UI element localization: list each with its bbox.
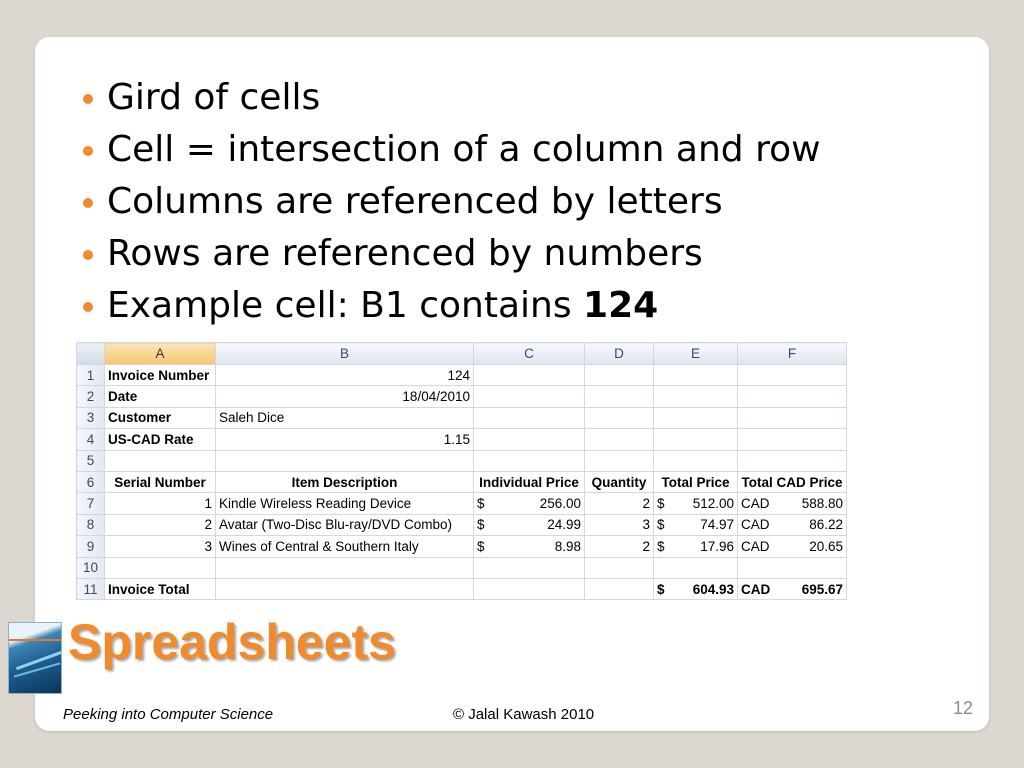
cell-value: 8.98 [554, 538, 581, 554]
bullet-item [70, 228, 821, 280]
cell: Invoice Total [105, 578, 216, 599]
cell [474, 429, 585, 450]
currency-symbol: $ [477, 517, 485, 533]
bullet-text: Cell = intersection of a column and row [107, 129, 821, 170]
cell: 3 [585, 514, 654, 535]
cell: 18/04/2010 [216, 386, 474, 407]
slide-title: Spreadsheets [68, 614, 396, 670]
cell: Item Description [216, 471, 474, 492]
column-header: E [654, 343, 738, 365]
cell [738, 536, 847, 557]
table-row [77, 450, 847, 471]
cell [216, 557, 474, 578]
cell [216, 450, 474, 471]
bullet-dot-icon [83, 250, 93, 260]
bullet-item [70, 124, 821, 176]
currency-symbol: $ [477, 496, 485, 512]
cell [474, 578, 585, 599]
row-header: 3 [77, 407, 105, 428]
table-row [77, 365, 847, 386]
cell-value: 20.65 [809, 538, 843, 554]
bullet-text: Rows are referenced by numbers [107, 233, 703, 274]
cell: Individual Price [474, 471, 585, 492]
table-row [77, 386, 847, 407]
currency-symbol: CAD [741, 496, 770, 512]
currency-symbol: CAD [741, 581, 771, 597]
table-row [77, 429, 847, 450]
cell: 1.15 [216, 429, 474, 450]
row-header: 11 [77, 578, 105, 599]
cell: 2 [105, 514, 216, 535]
column-header: B [216, 343, 474, 365]
cell [738, 578, 847, 599]
cell [738, 450, 847, 471]
table-row [77, 514, 847, 535]
cell-value: 512.00 [692, 496, 734, 512]
cell [474, 407, 585, 428]
row-header: 4 [77, 429, 105, 450]
cell [654, 407, 738, 428]
cell-value: 588.80 [801, 496, 843, 512]
bullet-item [70, 176, 821, 228]
cell-value: 17.96 [700, 538, 734, 554]
cell [654, 557, 738, 578]
cell [654, 514, 738, 535]
bullet-dot-icon [83, 146, 93, 156]
cell: Saleh Dice [216, 407, 474, 428]
cell: 3 [105, 536, 216, 557]
cell [585, 429, 654, 450]
row-header: 5 [77, 450, 105, 471]
cell [474, 386, 585, 407]
book-cover-thumbnail [8, 622, 62, 694]
cell-value: 695.67 [801, 581, 843, 597]
cell: US-CAD Rate [105, 429, 216, 450]
select-all-corner [77, 343, 105, 365]
cell: 1 [105, 493, 216, 514]
bullet-dot-icon [83, 94, 93, 104]
cell [585, 365, 654, 386]
cell: 2 [585, 493, 654, 514]
row-header: 8 [77, 514, 105, 535]
cell-value: 256.00 [539, 496, 581, 512]
cell [216, 578, 474, 599]
table-row [77, 471, 847, 492]
bullet-text: Columns are referenced by letters [107, 181, 723, 222]
cell [738, 429, 847, 450]
currency-symbol: $ [657, 538, 665, 554]
footer-course-name: Peeking into Computer Science [63, 706, 274, 723]
cell [585, 386, 654, 407]
cell: Serial Number [105, 471, 216, 492]
column-header: F [738, 343, 847, 365]
cell [654, 578, 738, 599]
cell-value: 24.99 [547, 517, 581, 533]
cell [654, 493, 738, 514]
currency-symbol: CAD [741, 538, 770, 554]
cell [654, 450, 738, 471]
column-header: C [474, 343, 585, 365]
table-row [77, 578, 847, 599]
row-header: 2 [77, 386, 105, 407]
cell [738, 407, 847, 428]
currency-symbol: $ [657, 581, 665, 597]
cell [654, 365, 738, 386]
currency-symbol: CAD [741, 517, 770, 533]
cell: Total CAD Price [738, 471, 847, 492]
cell [474, 514, 585, 535]
cell [105, 557, 216, 578]
currency-symbol: $ [657, 496, 665, 512]
cell [474, 450, 585, 471]
column-header: A [105, 343, 216, 365]
cell [105, 450, 216, 471]
cell [738, 493, 847, 514]
bullet-text: Example cell: B1 contains [107, 285, 584, 326]
table-row [77, 536, 847, 557]
cell: Date [105, 386, 216, 407]
column-header: D [585, 343, 654, 365]
bullet-item [70, 280, 821, 332]
cell [474, 365, 585, 386]
cell: Kindle Wireless Reading Device [216, 493, 474, 514]
currency-symbol: $ [477, 538, 485, 554]
cell [585, 407, 654, 428]
cell-value: 86.22 [809, 517, 843, 533]
cell [474, 557, 585, 578]
cell-value: 74.97 [700, 517, 734, 533]
table-row [77, 557, 847, 578]
cell-value: 604.93 [692, 581, 734, 597]
cell: Wines of Central & Southern Italy [216, 536, 474, 557]
cell [738, 514, 847, 535]
footer-copyright: © Jalal Kawash 2010 [453, 706, 595, 723]
cell: Total Price [654, 471, 738, 492]
cell: Quantity [585, 471, 654, 492]
column-header-row [77, 343, 847, 365]
row-header: 10 [77, 557, 105, 578]
bullet-dot-icon [83, 302, 93, 312]
cell [654, 429, 738, 450]
row-header: 6 [77, 471, 105, 492]
spreadsheet-image [76, 342, 847, 600]
cell [585, 557, 654, 578]
cover-band [9, 639, 61, 641]
cell: 124 [216, 365, 474, 386]
bullet-item [70, 72, 821, 124]
cell [738, 557, 847, 578]
cell: 2 [585, 536, 654, 557]
bullet-list [70, 72, 821, 332]
bullet-bold-value: 124 [583, 285, 659, 326]
slide-number: 12 [953, 698, 974, 718]
row-header: 7 [77, 493, 105, 514]
cell [654, 386, 738, 407]
table-row [77, 493, 847, 514]
cell [738, 386, 847, 407]
cell [474, 536, 585, 557]
row-header: 9 [77, 536, 105, 557]
cell: Customer [105, 407, 216, 428]
cell [474, 493, 585, 514]
row-header: 1 [77, 365, 105, 386]
cell: Avatar (Two-Disc Blu-ray/DVD Combo) [216, 514, 474, 535]
cell: Invoice Number [105, 365, 216, 386]
cell [585, 450, 654, 471]
bullet-text: Gird of cells [107, 77, 321, 118]
cell [654, 536, 738, 557]
cell [585, 578, 654, 599]
bullet-dot-icon [83, 198, 93, 208]
currency-symbol: $ [657, 517, 665, 533]
cell [738, 365, 847, 386]
table-row [77, 407, 847, 428]
